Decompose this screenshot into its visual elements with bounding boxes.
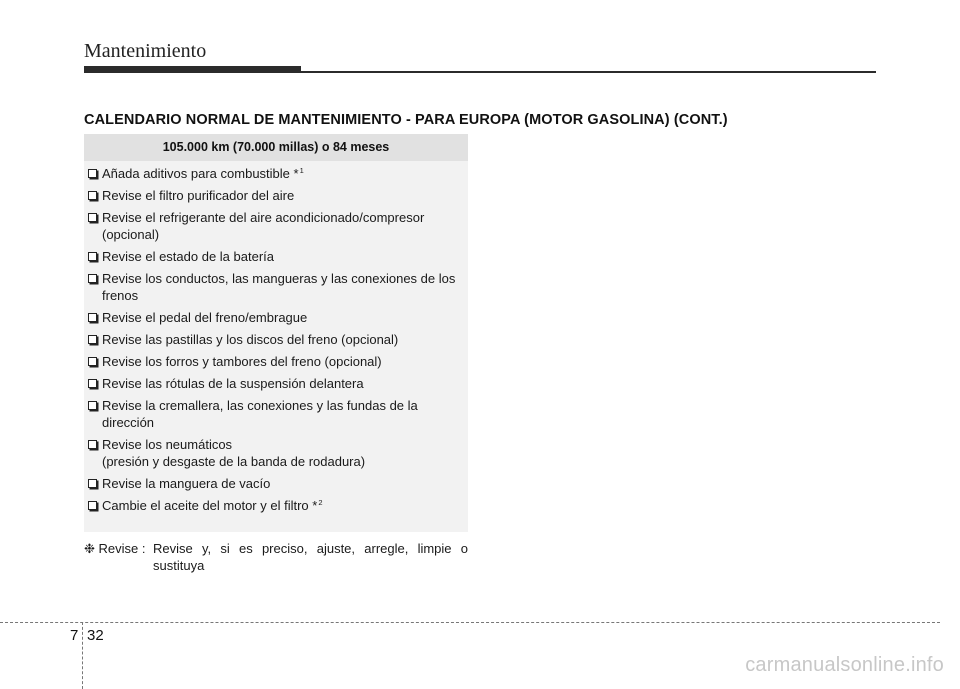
checklist-item	[84, 353, 464, 370]
checklist-item-text: Revise el pedal del freno/embrague	[102, 310, 308, 325]
checklist-item-text: Revise las rótulas de la suspensión delantera	[102, 376, 364, 391]
checklist-item-text: Añada aditivos para combustible *	[102, 166, 299, 181]
checklist-item	[84, 497, 464, 514]
interval-header: 105.000 km (70.000 millas) o 84 meses	[84, 134, 468, 161]
checkbox-square-icon	[88, 313, 97, 322]
checklist-item-text: Revise el refrigerante del aire acondicionado/compresor (opcional)	[102, 210, 425, 242]
checklist-item	[84, 248, 464, 265]
checklist-item-text: Revise los neumáticos (presión y desgaste de la banda de rodadura)	[102, 437, 366, 469]
checklist-item-text: Revise las pastillas y los discos del freno (opcional)	[102, 332, 399, 347]
footer-dotted-line	[0, 622, 940, 623]
checklist-item-text: Revise los conductos, las mangueras y las conexiones de los frenos	[102, 271, 456, 303]
checkbox-square-icon	[88, 440, 97, 449]
checkbox-square-icon	[88, 401, 97, 410]
header-rule-thick	[84, 66, 301, 73]
checkbox-square-icon	[88, 274, 97, 283]
checklist-item	[84, 475, 464, 492]
header-rule-thin	[301, 71, 876, 73]
maintenance-panel	[84, 134, 468, 532]
checklist-item	[84, 209, 464, 243]
watermark: carmanualsonline.info	[745, 654, 944, 676]
checkbox-square-icon	[88, 213, 97, 222]
checklist-item-text: Revise la cremallera, las conexiones y las fundas de la dirección	[102, 398, 418, 430]
legend-key: ❉ Revise :	[84, 541, 146, 556]
checkbox-square-icon	[88, 335, 97, 344]
section-title: Mantenimiento	[84, 40, 207, 62]
footnote-marker: 2	[318, 497, 323, 507]
checklist-item	[84, 375, 464, 392]
checklist-item	[84, 331, 464, 348]
page-heading: CALENDARIO NORMAL DE MANTENIMIENTO - PARA EUROPA (MOTOR GASOLINA) (CONT.)	[84, 112, 728, 128]
maintenance-checklist	[84, 161, 468, 514]
chapter-number: 7	[70, 627, 79, 644]
checklist-item	[84, 165, 464, 182]
checkbox-square-icon	[88, 357, 97, 366]
checklist-item	[84, 309, 464, 326]
checklist-item-text: Cambie el aceite del motor y el filtro *	[102, 498, 318, 513]
checklist-item	[84, 187, 464, 204]
checklist-item	[84, 270, 464, 304]
footer-page-divider	[82, 622, 83, 689]
checklist-item-text: Revise el estado de la batería	[102, 249, 274, 264]
checkbox-square-icon	[88, 169, 97, 178]
legend-text: Revise y, si es preciso, ajuste, arregle, limpie o sustituya	[153, 541, 468, 573]
checklist-item-text: Revise la manguera de vacío	[102, 476, 271, 491]
footnote-marker: 1	[299, 165, 304, 175]
checkbox-square-icon	[88, 379, 97, 388]
checklist-item	[84, 436, 464, 470]
checklist-item-text: Revise el filtro purificador del aire	[102, 188, 295, 203]
checkbox-square-icon	[88, 191, 97, 200]
page-number: 32	[87, 627, 104, 644]
checklist-item	[84, 397, 464, 431]
checkbox-square-icon	[88, 252, 97, 261]
checklist-item-text: Revise los forros y tambores del freno (opcional)	[102, 354, 382, 369]
checkbox-square-icon	[88, 501, 97, 510]
checkbox-square-icon	[88, 479, 97, 488]
legend	[84, 540, 468, 574]
